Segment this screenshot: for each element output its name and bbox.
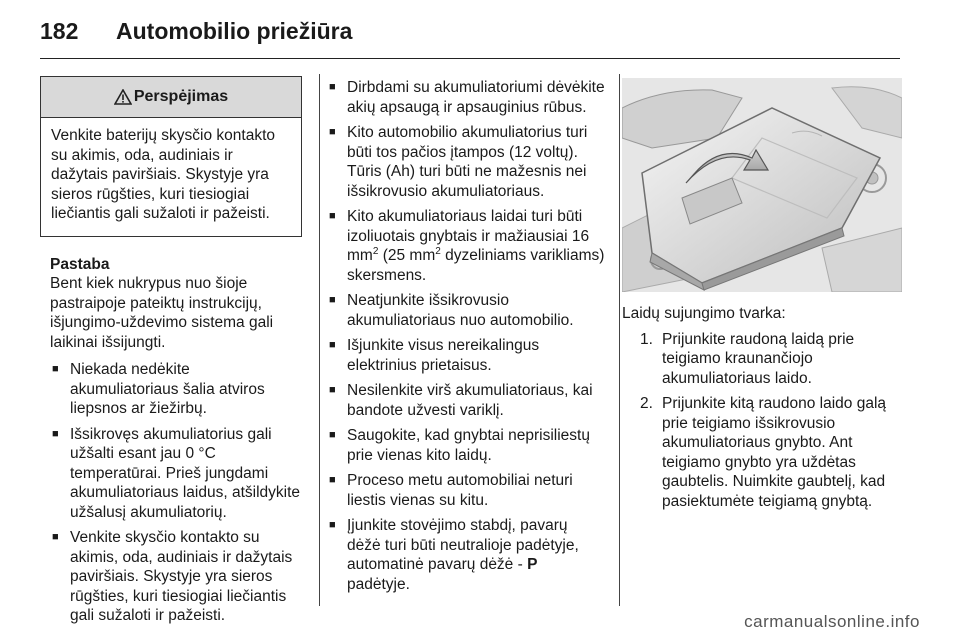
note-title: Pastaba xyxy=(50,255,110,273)
column-divider-right xyxy=(619,74,620,606)
superscript: 2 xyxy=(435,245,441,257)
battery-cover-illustration xyxy=(622,78,902,292)
list-item: ■ Saugokite, kad gnybtai neprisiliestų prie vienas kito laidų. xyxy=(327,426,605,465)
page-title: Automobilio priežiūra xyxy=(116,18,353,44)
column-right xyxy=(622,78,902,511)
list-item-cable-size xyxy=(327,207,605,285)
step-item xyxy=(622,394,902,511)
superscript: 2 xyxy=(372,245,379,257)
safety-list xyxy=(50,360,302,626)
step-number: 1. xyxy=(640,330,653,348)
gear-p: P xyxy=(527,556,538,573)
cable-text-a: Kito akumuliatoriaus laidai turi būti izoliuotais gnybtais ir mažiausiai 16 mm xyxy=(347,208,590,264)
step-text: Prijunkite kitą raudono laido galą prie teigiamo išsikrovusio akumuliatoriaus gnybto. Ant teigiamo gnybto yra uždėtas gaubtelis. Nuimkite gaubtelį, kad pasiektumėte teigiamą gnybtą. xyxy=(662,395,887,510)
header-rule xyxy=(40,58,900,59)
list-item: ■ Proceso metu automobiliai neturi liestis vienas su kitu. xyxy=(327,471,605,510)
warning-header xyxy=(41,77,301,118)
page-header xyxy=(40,18,352,45)
warning-box xyxy=(40,76,302,237)
list-item: ■ Išsikrovęs akumuliatorius gali užšalti esant jau 0 °C temperatūrai. Prieš jungdami akumuliatoriaus laidus, atšildykite užšalusį akumuliatorių. xyxy=(50,425,302,523)
column-middle xyxy=(327,78,605,594)
column-left xyxy=(40,76,302,626)
steps-title: Laidų sujungimo tvarka: xyxy=(622,305,786,322)
list-item-parking xyxy=(327,516,605,594)
list-item: ■ Išjunkite visus nereikalingus elektrinius prietaisus. xyxy=(327,336,605,375)
warning-triangle-icon xyxy=(114,89,132,105)
precaution-list xyxy=(327,78,605,594)
parking-tail: padėtyje. xyxy=(347,575,410,593)
list-item: ■ Nesilenkite virš akumuliatoriaus, kai bandote užvesti variklį. xyxy=(327,381,605,420)
note-text: Bent kiek nukrypus nuo šioje pastraipoje pateiktų instrukcijų, išjungimo-uždevimo sistema gali laikinai išsijungti. xyxy=(50,275,274,351)
warning-title: Perspėjimas xyxy=(133,88,229,106)
page-number: 182 xyxy=(40,18,79,44)
warning-text: Venkite baterijų skysčio kontakto su akimis, oda, audiniais ir dažytais paviršiais. Skystyje yra sieros rūgšties, kuri tiesiogiai liečiantis gali sužaloti ir pažeisti. xyxy=(51,127,276,222)
cable-text-c: dyzeliniams varikliams) skersmens. xyxy=(347,247,605,284)
note-section xyxy=(50,255,302,353)
site-watermark: carmanualsonline.info xyxy=(744,612,920,631)
step-text: Prijunkite raudoną laidą prie teigiamo kraunančiojo akumuliatoriaus laido. xyxy=(662,330,855,387)
cable-text-b: (25 mm xyxy=(378,247,436,264)
list-item: ■ Venkite skysčio kontakto su akimis, oda, audiniais ir dažytais paviršiais. Skystyje yra sieros rūgšties, kuri tiesiogiai liečiantis gali sužaloti ir pažeisti. xyxy=(50,528,302,626)
steps-list xyxy=(622,330,902,512)
step-number: 2. xyxy=(640,395,653,412)
column-divider-left xyxy=(319,74,320,606)
parking-text: Įjunkite stovėjimo stabdį, pavarų dėžė turi būti neutralioje padėtyje, automatinė pavarų dėžė - xyxy=(347,517,579,573)
battery-cover-drawing xyxy=(622,78,902,292)
list-item: ■ Dirbdami su akumuliatoriumi dėvėkite akių apsaugą ir apsauginius rūbus. xyxy=(327,78,605,117)
list-item: ■ Niekada nedėkite akumuliatoriaus šalia atviros liepsnos ar žiežirbų. xyxy=(50,360,302,419)
list-item: ■ Kito automobilio akumuliatorius turi būti tos pačios įtampos (12 voltų). Tūris (Ah) turi būti ne mažesnis nei išsikrovusio akumuliatoriaus. xyxy=(327,123,605,201)
step-item xyxy=(622,330,902,389)
list-item: ■ Neatjunkite išsikrovusio akumuliatoriaus nuo automobilio. xyxy=(327,291,605,330)
